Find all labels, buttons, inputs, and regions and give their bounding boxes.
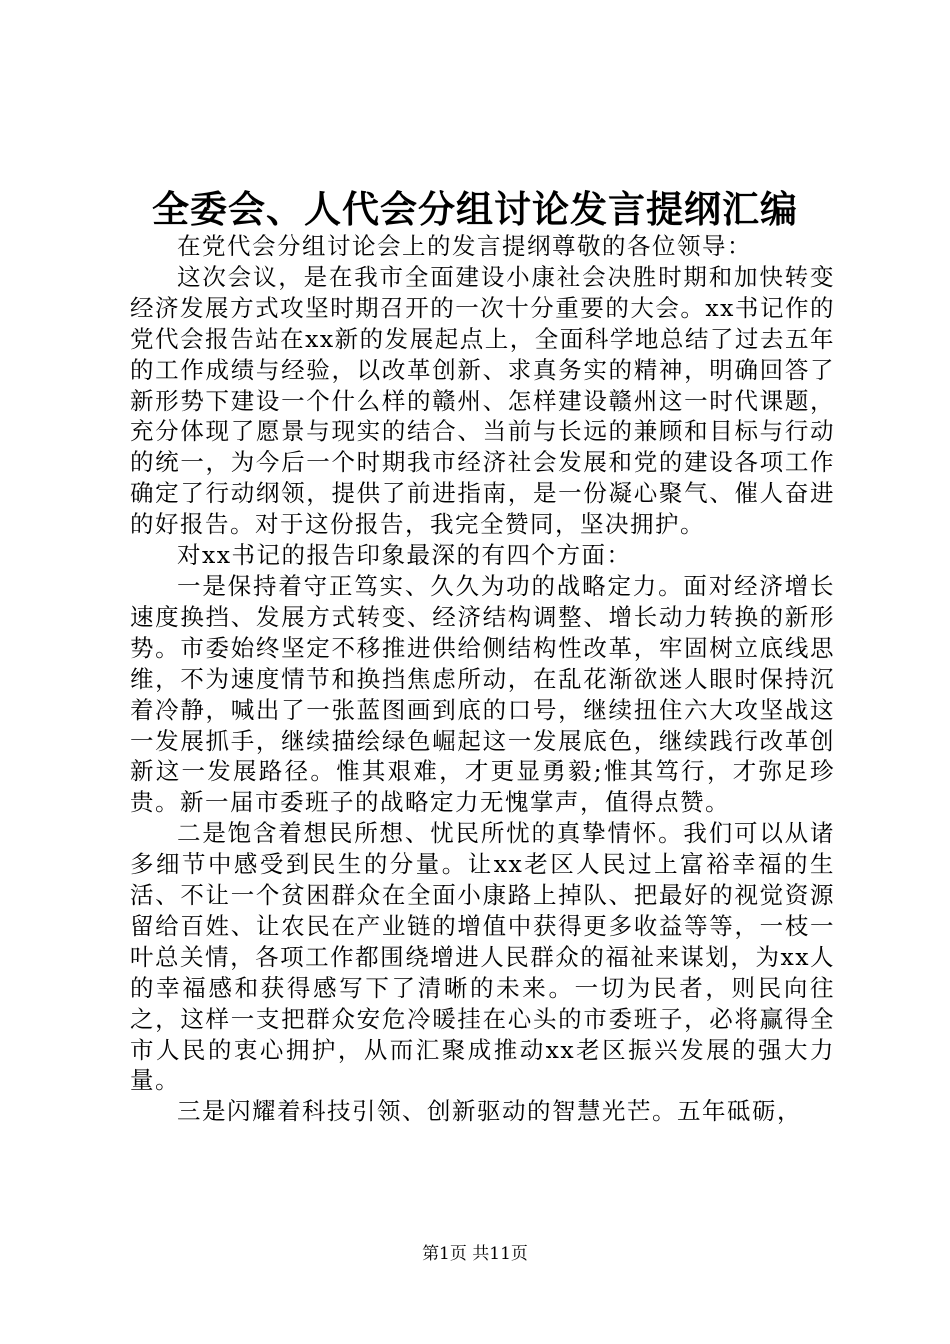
paragraph-point-one: 一是保持着守正笃实、久久为功的战略定力。面对经济增长速度换挡、发展方式转变、经济结构调整、增长动力转换的新形势。市委始终坚定不移推进供给侧结构性改革，牢固树立底线思维，不为速度情节和换挡焦虑所动，在乱花渐欲迷人眼时保持沉着冷静，喊出了一张蓝图画到底的口号，继续扭住六大攻坚战这一发展抓手，继续描绘绿色崛起这一发展底色，继续践行改革创新这一发展路径。惟其艰难，才更显勇毅;惟其笃行，才弥足珍贵。新一届市委班子的战略定力无愧掌声，值得点赞。 bbox=[130, 571, 835, 817]
page-footer: 第1页 共11页 bbox=[422, 1244, 528, 1264]
paragraph-greeting: 在党代会分组讨论会上的发言提纲尊敬的各位领导： bbox=[177, 232, 752, 260]
paragraph-point-two: 二是饱含着想民所想、忧民所忧的真挚情怀。我们可以从诸多细节中感受到民生的分量。让xx老区人民过上富裕幸福的生活、不让一个贫困群众在全面小康路上掉队、把最好的视觉资源留给百姓、让农民在产业链的增值中获得更多收益等等，一枝一叶总关情，各项工作都围绕增进人民群众的福祉来谋划，为xx人的幸福感和获得感写下了清晰的未来。一切为民者，则民向往之，这样一支把群众安危冷暖挂在心头的市委班子，必将赢得全市人民的衷心拥护，从而汇聚成推动xx老区振兴发展的强大力量。 bbox=[130, 819, 835, 1095]
document-body bbox=[130, 231, 835, 1127]
paragraph-point-three: 三是闪耀着科技引领、创新驱动的智慧光芒。五年砥砺， bbox=[177, 1097, 802, 1126]
paragraph-impressions: 对xx书记的报告印象最深的有四个方面： bbox=[177, 541, 632, 570]
paragraph-intro: 这次会议，是在我市全面建设小康社会决胜时期和加快转变经济发展方式攻坚时期召开的一次十分重要的大会。xx书记作的党代会报告站在xx新的发展起点上，全面科学地总结了过去五年的工作成绩与经验，以改革创新、求真务实的精神，明确回答了新形势下建设一个什么样的赣州、怎样建设赣州这一时代课题，充分体现了愿景与现实的结合、当前与长远的兼顾和目标与行动的统一，为今后一个时期我市经济社会发展和党的建设各项工作确定了行动纲领，提供了前进指南，是一份凝心聚气、催人奋进的好报告。对于这份报告，我完全赞同，坚决拥护。 bbox=[130, 262, 835, 539]
document-title: 全委会、人代会分组讨论发言提纲汇编 bbox=[152, 187, 798, 231]
